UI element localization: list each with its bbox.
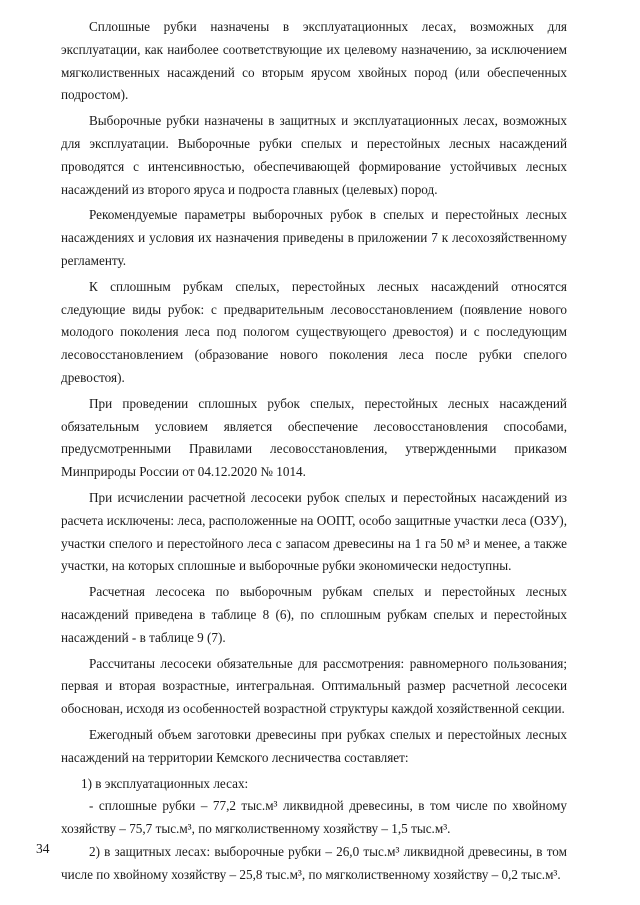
paragraph-excluded-areas: При исчислении расчетной лесосеки рубок спелых и перестойных насаждений из расчета исключены: леса, расположенные на ООПТ, особо защитные участки леса (ОЗУ), участки спелого и перестойного леса с запасом древесины на 1 га 50 м³ и менее, а также участки, на которых сплошные и выборочные рубки экономически недоступны. [61,489,567,574]
paragraph-selective-cuttings: Выборочные рубки назначены в защитных и эксплуатационных лесах, возможных для эксплуатации. Выборочные рубки спелых и перестойных лесных насаждений проводятся с интенсивностью, обеспечивающей формирование устойчивых лесных насаждений из второго яруса и подроста главных (целевых) пород. [61,113,567,197]
list-item-exploitation-heading: 1) в эксплуатационных лесах: [81,775,249,791]
paragraph-recommended-parameters: Рекомендуемые параметры выборочных рубок в спелых и перестойных лесных насаждениях и условия их назначения приведены в приложении 7 к лесохозяйственному регламенту. [61,207,567,268]
list-item-exploitation-detail: - сплошные рубки – 77,2 тыс.м³ ликвидной древесины, в том числе по хвойному хозяйству – 75,7 тыс.м³, по мягколиственному хозяйству – 1,5 тыс.м³. [61,798,567,837]
paragraph-table-reference: Расчетная лесосека по выборочным рубкам спелых и перестойных лесных насаждений приведена в таблице 8 (6), по сплошным рубкам спелых и перестойных насаждений - в таблице 9 (7). [61,584,567,645]
paragraph-clearcut-exploitation: Сплошные рубки назначены в эксплуатационных лесах, возможных для эксплуатации, как наиболее соответствующие их целевому назначению, за исключением мягколиственных насаждений со вторым ярусом хвойных пород (или обеспеченных подростом). [61,19,567,103]
paragraph-clearcut-types: К сплошным рубкам спелых, перестойных лесных насаждений относятся следующие виды рубок: с предварительным лесовосстановлением (появление нового молодого поколения леса под пологом существующего древостоя) и с последующим лесовосстановлением (образование нового поколения леса после рубки спелого древостоя). [61,278,567,385]
paragraph-calculated-cutting-areas: Рассчитаны лесосеки обязательные для рассмотрения: равномерного пользования; первая и вторая возрастные, интегральная. Оптимальный размер расчетной лесосеки обоснован, исходя из особенностей возрастной структуры каждой хозяйственной секции. [61,655,567,717]
list-item-protective-forests: 2) в защитных лесах: выборочные рубки – 26,0 тыс.м³ ликвидной древесины, в том числе по хвойному хозяйству – 25,8 тыс.м³, по мягколиственному хозяйству – 0,2 тыс.м³. [61,843,567,882]
document-page [61,16,567,889]
paragraph-annual-volume: Ежегодный объем заготовки древесины при рубках спелых и перестойных лесных насаждений на территории Кемского лесничества составляет: [61,726,567,765]
page-number: 34 [36,841,50,856]
paragraph-reforestation-condition: При проведении сплошных рубок спелых, перестойных лесных насаждений обязательным условием является обеспечение лесовосстановления способами, предусмотренными Правилами лесовосстановления, утвержденными приказом Минприроды России от 04.12.2020 № 1014. [61,395,567,480]
